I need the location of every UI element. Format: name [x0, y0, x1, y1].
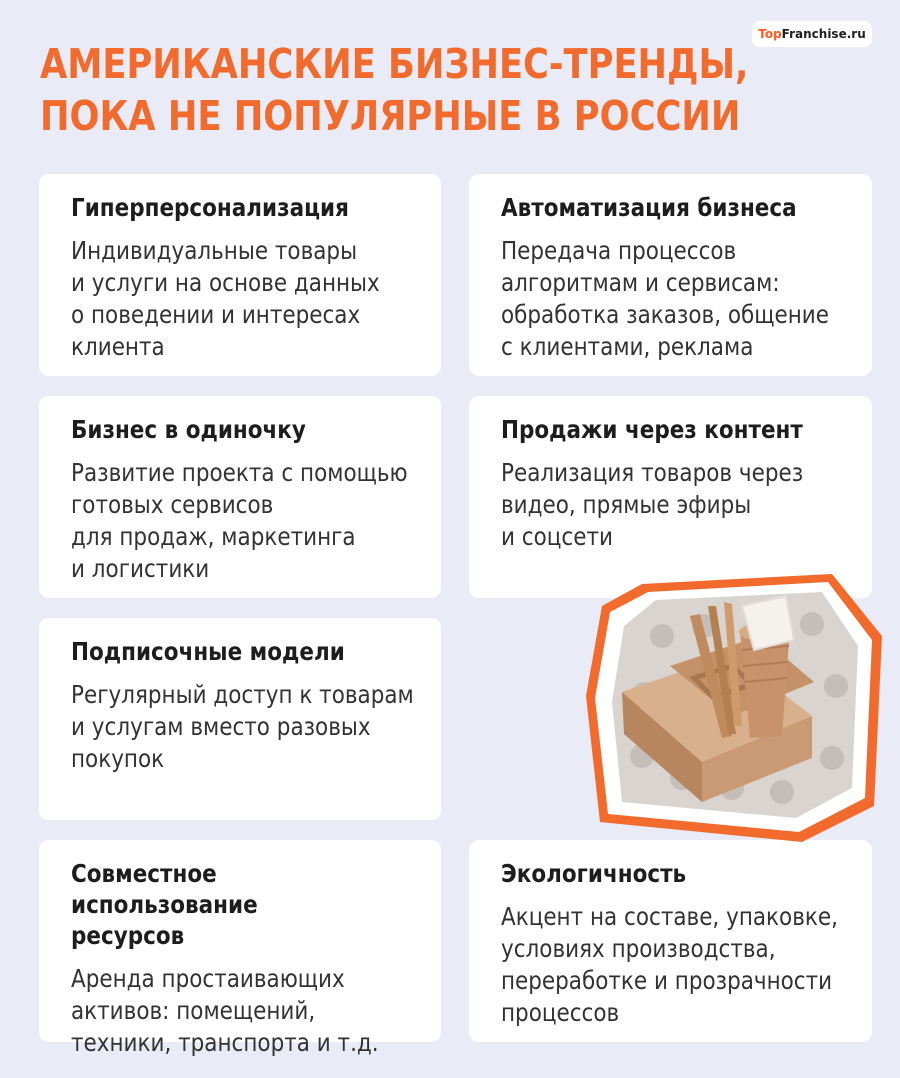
brand-logo-franchise: Franchise: [781, 27, 847, 41]
trend-description: Передача процессов алгоритмам и сервисам: обработка заказов, общение с клиентами, реклама: [501, 236, 830, 361]
page-title-line1: АМЕРИКАНСКИЕ БИЗНЕС-ТРЕНДЫ,: [40, 40, 749, 88]
brand-logo-top: Top: [758, 27, 782, 41]
page-title: [40, 38, 748, 142]
trend-card-hyperpersonalization: [39, 174, 441, 376]
trend-heading: Подписочные модели: [71, 637, 345, 666]
trend-description: Акцент на составе, упаковке, условиях производства, переработке и прозрачности процессов: [501, 902, 838, 1027]
trend-heading: Продажи через контент: [501, 415, 803, 444]
trend-card-automation: [469, 174, 872, 376]
brand-logo-domain: .ru: [846, 27, 866, 41]
brand-logo: [752, 21, 872, 47]
trend-heading: Автоматизация бизнеса: [501, 193, 797, 222]
trend-card-sharing: [39, 840, 441, 1057]
trend-heading: Совместное использование ресурсов: [71, 859, 258, 950]
trend-description: Реализация товаров через видео, прямые эфиры и соцсети: [501, 458, 804, 551]
trend-description: Регулярный доступ к товарам и услугам вместо разовых покупок: [71, 680, 414, 773]
trend-description: Индивидуальные товары и услуги на основе данных о поведении и интересах клиента: [71, 236, 380, 361]
trend-description: Развитие проекта с помощью готовых сервисов для продаж, маркетинга и логистики: [71, 458, 408, 583]
trend-heading: Бизнес в одиночку: [71, 415, 306, 444]
trend-heading: Экологичность: [501, 859, 687, 888]
trend-card-subscriptions: [39, 618, 441, 820]
page-title-line2: ПОКА НЕ ПОПУЛЯРНЫЕ В РОССИИ: [40, 92, 741, 140]
eco-tableware-icon: [582, 566, 888, 846]
trend-card-solo-business: [39, 396, 441, 598]
trend-description: Аренда простаивающих активов: помещений, техники, транспорта и т.д.: [71, 964, 379, 1057]
trend-card-ecology: [469, 840, 872, 1042]
trend-heading: Гиперперсонализация: [71, 193, 349, 222]
